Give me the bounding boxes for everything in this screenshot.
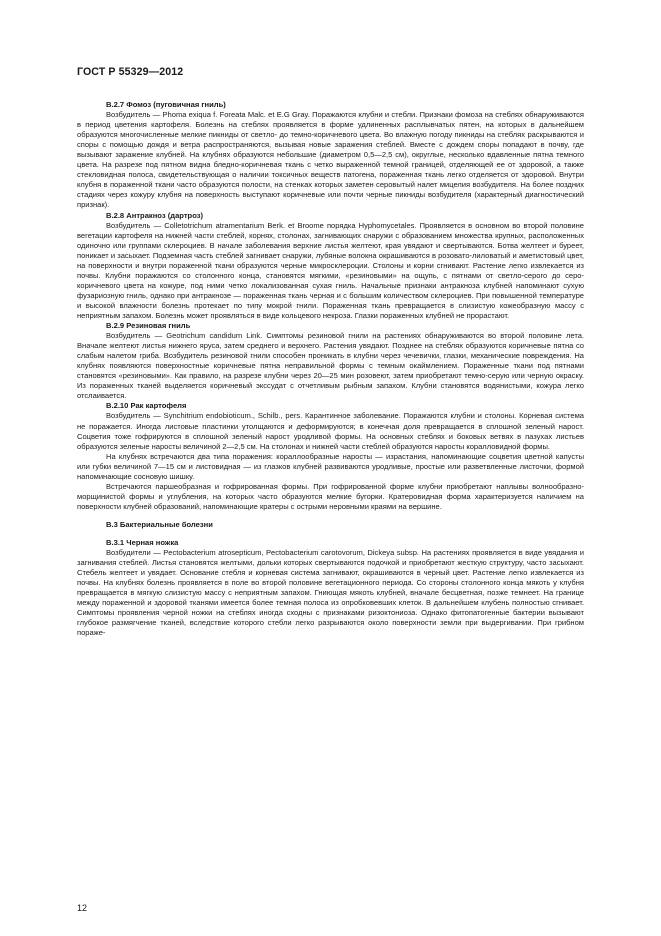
paragraph: Возбудитель — Phoma exiqua f. Foreata Malc. et E.G Gray. Поражаются клубни и стебли. Признаки фомоза на стеблях обнаруживаются в период цветения картофеля. Болезнь на стеблях проявляется в форме удлиненных расплывчатых пятен, на которых в дальнейшем образуются многочисленные мелкие пикниды от светло- до темно-коричневого цвета. Во влажную погоду пикниды на стеблях раскрываются и споры с помощью дождя и ветра распространяются, вызывая новые заражения стеблей. Вместе с дождем споры попадают в почву, где вызывают заражение клубней. На клубнях образуются небольшие (диаметром 0,5—2,5 см), округлые, несколько вдавленные пятна темного цвета. На разрезе под пятном видна бледно-коричневая ткань с четко выраженной темной границей, отделяющей ее от здоровой, а также стекловидная полоса, свидетельствующая о наличии токсичных веществ патогена, пораженная ткань легко отделяется от здоровой. Внутри клубня в пораженной ткани часто образуются полости, на стенках которых заметен серовытый налет мицелия возбудителя. На более поздних стадиях через кожуру клубня на поверхность выступают коричневые или почти черные пикниды возбудителя (характерный диагностический признак). <box>77 110 584 210</box>
paragraph: Возбудитель — Colletotrichum atramentarium Berk. et Broome порядка Hyphomycetales. Проявляется в основном во второй половине вегетации картофеля на нижней части стеблей, корнях, столонах, загнивающих снаружи с образованием множества крупных, расположенных одиночно или группами склероциев. В начале заболевания верхние листья желтеют, края увядают и свертываются. Ботва желтеет и буреет, поникает и засыхает. Подземная часть стеблей загнивает снаружи, лубяные волокна окрашиваются в розовато-лиловатый и аметистовый цвет, на поверхности и внутри пораженной ткани образуются черные микросклероции. Столоны и корни сгнивают. Растение легко извлекается из почвы. Клубни поражаются со столонного конца, становятся мягкими, «резиновыми» на ощупь, с пятнами от светло-серого до серо-коричневого цвета на кожуре, под ними четко локализованная сухая гниль. Начальные признаки антракноза клубней напоминают сухую фузариозную гниль, однако при антракнозе — пораженная ткань черная и с большим количеством склероциев. При повышенной температуре и высокой влажности болезнь протекает по типу мокрой гнили. Пораженная ткань превращается в слизистую кожеобразную массу с неприятным запахом. Болезнь может проявляться в виде кольцевого некроза. Глазки пораженных клубней не прорастают. <box>77 220 584 320</box>
paragraph: Возбудители — Pectobacterium atrosepticum, Pectobacterium carotovorum, Dickeya subsp. На растениях проявляется в виде увядания и загнивания стеблей. Листья становятся желтыми, дольки которых свертываются подочкой и приобретают жесткую структуру, часто засыхают. Стебель желтеет и увядает. Основание стебля и корневая система загнивают, окрашиваются в черный цвет. Растение легко извлекается из почвы. На клубнях болезнь проявляется в поле во второй половине вегетационного периода. Со стороны столонного конца мякоть у клубня превращается в мягкую слизистую массу с неприятным запахом. Гниющая мякоть клубней, вначале бесцветная, позже темнеет. На границе между пораженной и здоровой тканями имеется более темная полоса из опробковевших клеток. В дальнейшем клубень полностью сгнивает. Симптомы проявления черной ножки на стеблях иногда сходны с признаками ризоктониоза. Однако фитопатогенные бактерии вызывают глубокое размягчение тканей, вследствие которого стебли легко разрываются около поверхности земли при выдергивании. При грибном пораже- <box>77 548 584 638</box>
section-heading: В.2.9 Резиновая гниль <box>106 321 191 331</box>
section-heading: В.2.7 Фомоз (пуговичная гниль) <box>106 100 226 109</box>
paragraph: Возбудитель — Geotrichum candidum Link. Симптомы резиновой гнили на растениях обнаруживаются во второй половине лета. Вначале желтеют листья нижнего яруса, затем среднего и верхнего. Растения увядают. Позднее на стеблях образуются коричневые пятна со слабым налетом гриба. Возбудитель резиновой гнили способен проникать в клубни через чечевички, глазки, механические повреждения. На клубнях появляются поверхностные коричневые пятна неправильной формы с темным окаймлением. Пораженные ткани под пятнами становятся «резиновыми». Как правило, на разрезе клубни через 20—25 мин розовеют, затем приобретают темно-серую или черную окраску. Из пораженных тканей выделяется коричневый экссудат с отчетливым рыбным запахом. Клубни становятся водянистыми, кожура легко отслаивается. <box>77 331 584 401</box>
section-heading: В.3 Бактериальные болезни <box>106 519 213 529</box>
standard-header: ГОСТ Р 55329—2012 <box>77 66 184 78</box>
section-heading: В.2.10 Рак картофеля <box>106 401 187 411</box>
paragraph: Возбудитель — Synchitrium endobioticum., Schilb., pers. Карантинное заболевание. Поражаются клубни и столоны. Корневая система не поражается. Иногда листовые пластинки утолщаются и деформируются; в конечная доля превращается в сплошной зеленый нарост. Соцветия тоже гофрируются в сплошной зеленый нарост уродливой формы. На основных стеблях и боковых ветвях в пазухах листьев образуются зеленые наросты величиной 2—2,5 см. На столонах и нижней части стеблей образуются наросты коралловидной формы. <box>77 411 584 451</box>
document-body <box>77 100 584 638</box>
paragraph: Встречаются паршеобразная и гофрированная формы. При гофрированной форме клубни приобретают наплывы волнообразно-морщинистой формы и углубления, на которых часто образуются мелкие бугорки. Кратеровидная форма характеризуется наличием на поверхности клубней образований, напоминающие кратеры с острыми неровными краями на вершине. <box>77 481 584 511</box>
page-number: 12 <box>77 903 88 913</box>
section-heading: В.2.8 Антракноз (дартроз) <box>106 210 204 220</box>
section-heading: В.3.1 Черная ножка <box>106 537 179 547</box>
paragraph: На клубнях встречаются два типа поражения: кораллообразные наросты — израстания, напоминающие соцветия цветной капусты или губки величиной 7—15 см и листовидная — из глазков клубней развиваются уродливые, простые или разветвленные листочки, формой напоминающие сосновую шишку. <box>77 451 584 481</box>
